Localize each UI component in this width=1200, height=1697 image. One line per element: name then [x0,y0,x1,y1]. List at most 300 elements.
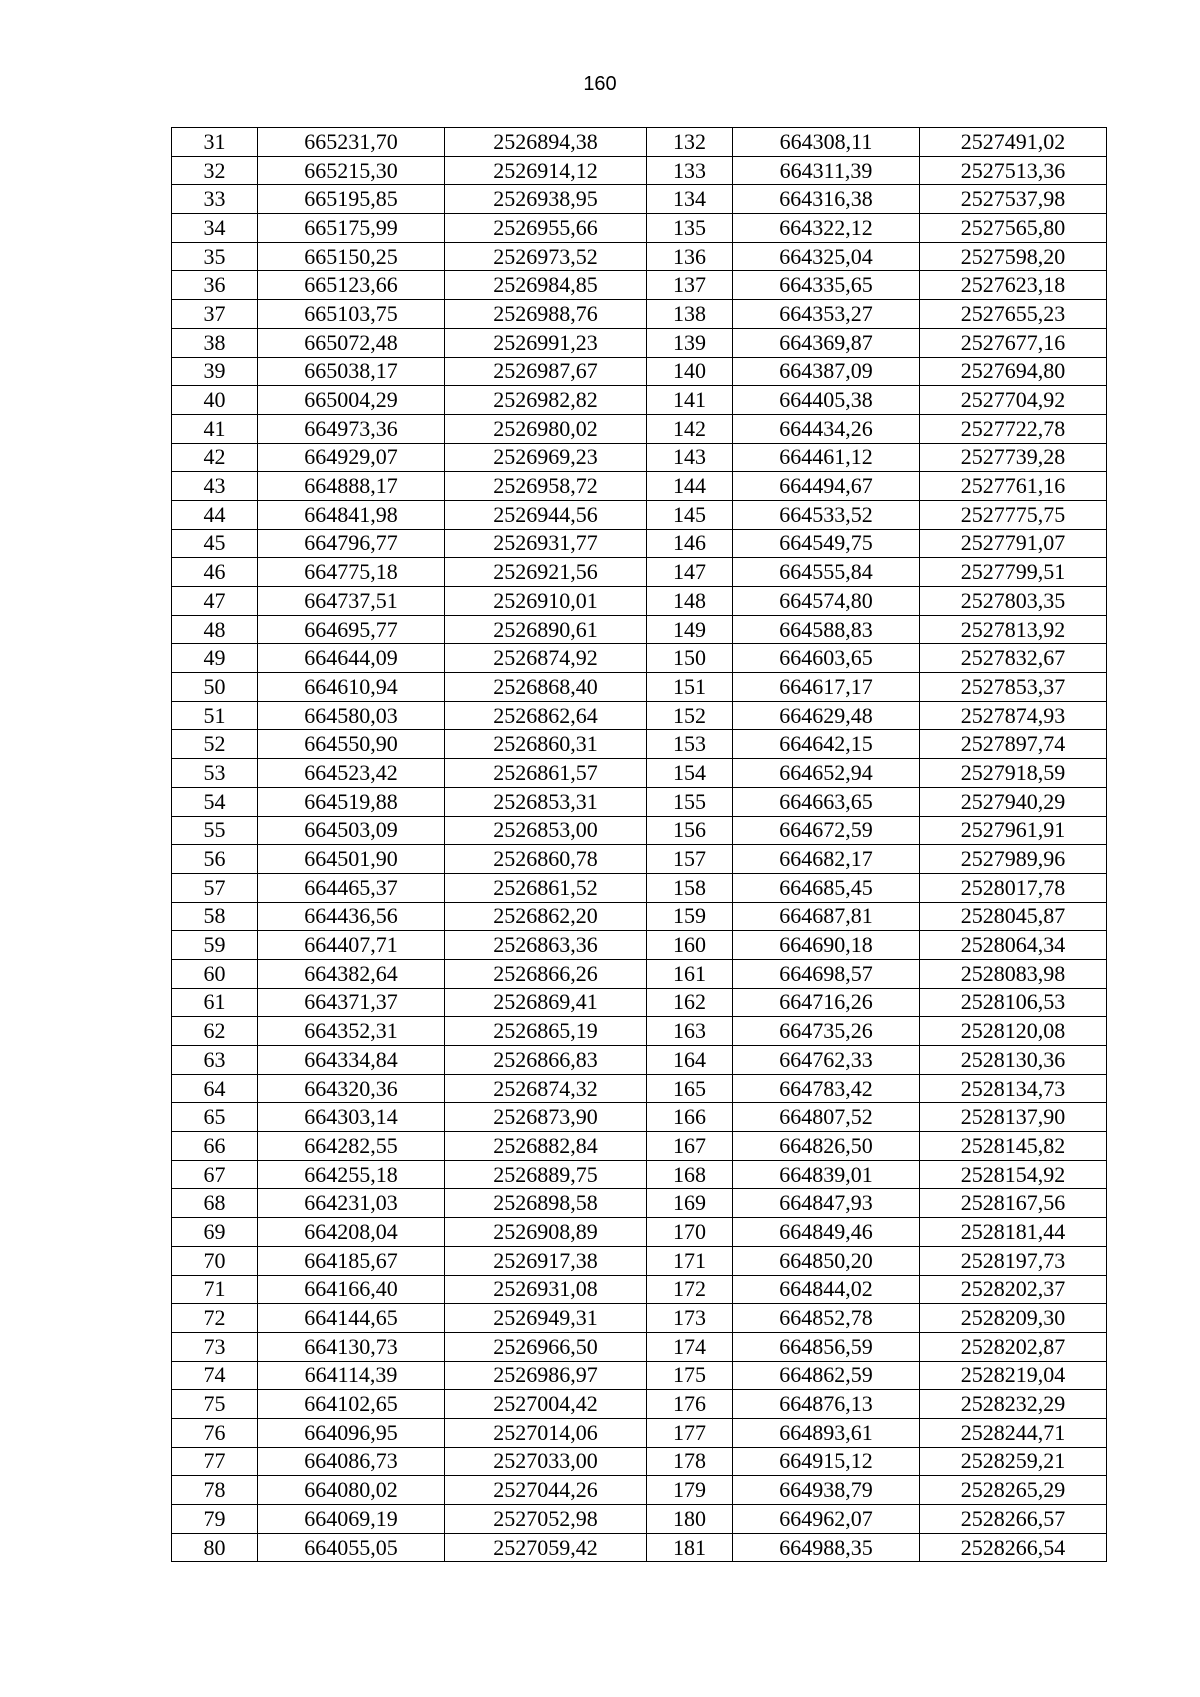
table-cell-y-coordinate: 2528202,87 [920,1332,1107,1361]
table-cell-y-coordinate: 2526944,56 [445,500,647,529]
table-cell-point-number: 152 [647,701,733,730]
table-cell-y-coordinate: 2528017,78 [920,873,1107,902]
table-cell-y-coordinate: 2526986,97 [445,1361,647,1390]
table-cell-y-coordinate: 2528137,90 [920,1103,1107,1132]
table-cell-point-number: 180 [647,1505,733,1534]
table-cell-x-coordinate: 664737,51 [258,587,445,616]
table-cell-point-number: 135 [647,214,733,243]
table-cell-y-coordinate: 2528197,73 [920,1246,1107,1275]
table-cell-y-coordinate: 2528064,34 [920,931,1107,960]
table-row [172,615,1107,644]
table-cell-y-coordinate: 2526984,85 [445,271,647,300]
table-cell-y-coordinate: 2528106,53 [920,988,1107,1017]
table-cell-y-coordinate: 2527874,93 [920,701,1107,730]
table-cell-x-coordinate: 664844,02 [733,1275,920,1304]
table-cell-point-number: 170 [647,1218,733,1247]
table-cell-x-coordinate: 664574,80 [733,587,920,616]
table-cell-point-number: 57 [172,873,258,902]
table-cell-y-coordinate: 2526853,31 [445,787,647,816]
table-cell-x-coordinate: 664550,90 [258,730,445,759]
table-cell-y-coordinate: 2527052,98 [445,1505,647,1534]
table-cell-y-coordinate: 2528266,54 [920,1533,1107,1562]
table-row [172,816,1107,845]
table-cell-point-number: 175 [647,1361,733,1390]
table-cell-y-coordinate: 2527513,36 [920,156,1107,185]
table-cell-point-number: 58 [172,902,258,931]
table-cell-point-number: 78 [172,1476,258,1505]
table-cell-x-coordinate: 664695,77 [258,615,445,644]
table-cell-x-coordinate: 664644,09 [258,644,445,673]
table-cell-point-number: 71 [172,1275,258,1304]
table-cell-y-coordinate: 2528167,56 [920,1189,1107,1218]
table-cell-point-number: 72 [172,1304,258,1333]
coordinates-table [171,127,1107,1562]
table-cell-x-coordinate: 664282,55 [258,1132,445,1161]
table-cell-y-coordinate: 2528181,44 [920,1218,1107,1247]
table-cell-y-coordinate: 2527623,18 [920,271,1107,300]
table-cell-x-coordinate: 664775,18 [258,558,445,587]
table-cell-point-number: 151 [647,673,733,702]
table-cell-x-coordinate: 664888,17 [258,472,445,501]
table-cell-x-coordinate: 664369,87 [733,328,920,357]
table-cell-x-coordinate: 664185,67 [258,1246,445,1275]
table-cell-x-coordinate: 664850,20 [733,1246,920,1275]
table-cell-point-number: 34 [172,214,258,243]
table-cell-point-number: 176 [647,1390,733,1419]
table-cell-point-number: 155 [647,787,733,816]
table-cell-point-number: 63 [172,1046,258,1075]
table-cell-x-coordinate: 664096,95 [258,1418,445,1447]
table-cell-x-coordinate: 664461,12 [733,443,920,472]
table-cell-point-number: 70 [172,1246,258,1275]
table-row [172,1505,1107,1534]
table-cell-x-coordinate: 664672,59 [733,816,920,845]
table-cell-y-coordinate: 2527761,16 [920,472,1107,501]
table-cell-point-number: 146 [647,529,733,558]
table-cell-y-coordinate: 2526988,76 [445,300,647,329]
table-cell-x-coordinate: 664436,56 [258,902,445,931]
table-cell-point-number: 159 [647,902,733,931]
table-cell-x-coordinate: 664166,40 [258,1275,445,1304]
table-cell-y-coordinate: 2526982,82 [445,386,647,415]
table-cell-point-number: 65 [172,1103,258,1132]
table-cell-y-coordinate: 2527491,02 [920,128,1107,157]
table-cell-point-number: 171 [647,1246,733,1275]
table-row [172,558,1107,587]
table-cell-x-coordinate: 664353,27 [733,300,920,329]
table-row [172,443,1107,472]
table-cell-point-number: 38 [172,328,258,357]
table-cell-y-coordinate: 2526866,26 [445,959,647,988]
table-cell-x-coordinate: 664080,02 [258,1476,445,1505]
table-cell-x-coordinate: 664588,83 [733,615,920,644]
table-cell-x-coordinate: 664716,26 [733,988,920,1017]
table-cell-x-coordinate: 664523,42 [258,759,445,788]
table-cell-point-number: 41 [172,414,258,443]
table-row [172,730,1107,759]
table-cell-x-coordinate: 664501,90 [258,845,445,874]
table-row [172,242,1107,271]
table-cell-y-coordinate: 2527940,29 [920,787,1107,816]
table-row [172,787,1107,816]
table-cell-x-coordinate: 664371,37 [258,988,445,1017]
table-cell-y-coordinate: 2526980,02 [445,414,647,443]
table-row [172,500,1107,529]
table-cell-point-number: 45 [172,529,258,558]
table-cell-x-coordinate: 664555,84 [733,558,920,587]
table-cell-x-coordinate: 664603,65 [733,644,920,673]
table-cell-y-coordinate: 2526914,12 [445,156,647,185]
table-cell-point-number: 178 [647,1447,733,1476]
table-cell-point-number: 62 [172,1017,258,1046]
table-cell-y-coordinate: 2526860,78 [445,845,647,874]
table-cell-x-coordinate: 664682,17 [733,845,920,874]
table-row [172,988,1107,1017]
table-cell-y-coordinate: 2528154,92 [920,1160,1107,1189]
page-number: 160 [583,73,617,95]
table-cell-point-number: 132 [647,128,733,157]
table-cell-x-coordinate: 664915,12 [733,1447,920,1476]
table-cell-y-coordinate: 2528266,57 [920,1505,1107,1534]
table-row [172,271,1107,300]
table-cell-y-coordinate: 2526868,40 [445,673,647,702]
table-cell-point-number: 133 [647,156,733,185]
table-cell-x-coordinate: 664783,42 [733,1074,920,1103]
table-cell-x-coordinate: 664303,14 [258,1103,445,1132]
table-cell-y-coordinate: 2528145,82 [920,1132,1107,1161]
table-cell-point-number: 79 [172,1505,258,1534]
table-row [172,1275,1107,1304]
table-cell-y-coordinate: 2528209,30 [920,1304,1107,1333]
table-row [172,1304,1107,1333]
table-row [172,1533,1107,1562]
table-cell-x-coordinate: 664610,94 [258,673,445,702]
table-cell-y-coordinate: 2526863,36 [445,931,647,960]
table-cell-y-coordinate: 2527537,98 [920,185,1107,214]
table-cell-x-coordinate: 664929,07 [258,443,445,472]
table-cell-y-coordinate: 2527897,74 [920,730,1107,759]
table-cell-x-coordinate: 664807,52 [733,1103,920,1132]
table-cell-point-number: 55 [172,816,258,845]
table-cell-point-number: 44 [172,500,258,529]
table-cell-x-coordinate: 664208,04 [258,1218,445,1247]
table-cell-x-coordinate: 664893,61 [733,1418,920,1447]
table-cell-y-coordinate: 2527044,26 [445,1476,647,1505]
table-cell-x-coordinate: 664663,65 [733,787,920,816]
table-cell-y-coordinate: 2528083,98 [920,959,1107,988]
table-cell-point-number: 144 [647,472,733,501]
table-cell-point-number: 56 [172,845,258,874]
table-cell-x-coordinate: 665150,25 [258,242,445,271]
table-cell-y-coordinate: 2528134,73 [920,1074,1107,1103]
table-cell-x-coordinate: 664519,88 [258,787,445,816]
table-cell-x-coordinate: 664503,09 [258,816,445,845]
table-cell-y-coordinate: 2526958,72 [445,472,647,501]
table-cell-point-number: 61 [172,988,258,1017]
table-cell-y-coordinate: 2527033,00 [445,1447,647,1476]
table-cell-y-coordinate: 2526938,95 [445,185,647,214]
table-cell-x-coordinate: 665215,30 [258,156,445,185]
table-cell-point-number: 59 [172,931,258,960]
table-cell-x-coordinate: 664316,38 [733,185,920,214]
table-cell-x-coordinate: 664876,13 [733,1390,920,1419]
table-cell-y-coordinate: 2527918,59 [920,759,1107,788]
table-cell-y-coordinate: 2528130,36 [920,1046,1107,1075]
table-row [172,1246,1107,1275]
table-row [172,931,1107,960]
table-cell-point-number: 50 [172,673,258,702]
table-cell-y-coordinate: 2527722,78 [920,414,1107,443]
table-row [172,185,1107,214]
table-cell-y-coordinate: 2526882,84 [445,1132,647,1161]
table-cell-point-number: 169 [647,1189,733,1218]
table-cell-y-coordinate: 2527655,23 [920,300,1107,329]
table-row [172,1447,1107,1476]
table-row [172,959,1107,988]
table-cell-point-number: 149 [647,615,733,644]
table-cell-point-number: 157 [647,845,733,874]
table-cell-point-number: 75 [172,1390,258,1419]
table-cell-y-coordinate: 2526908,89 [445,1218,647,1247]
table-cell-x-coordinate: 664847,93 [733,1189,920,1218]
table-cell-x-coordinate: 664826,50 [733,1132,920,1161]
table-cell-x-coordinate: 664231,03 [258,1189,445,1218]
table-cell-y-coordinate: 2526889,75 [445,1160,647,1189]
table-cell-x-coordinate: 664352,31 [258,1017,445,1046]
table-cell-point-number: 69 [172,1218,258,1247]
table-cell-x-coordinate: 664382,64 [258,959,445,988]
table-cell-point-number: 39 [172,357,258,386]
table-cell-point-number: 139 [647,328,733,357]
table-cell-y-coordinate: 2526991,23 [445,328,647,357]
table-cell-x-coordinate: 665072,48 [258,328,445,357]
table-row [172,300,1107,329]
table-cell-point-number: 60 [172,959,258,988]
table-cell-point-number: 76 [172,1418,258,1447]
table-cell-point-number: 33 [172,185,258,214]
table-row [172,1218,1107,1247]
table-cell-y-coordinate: 2526973,52 [445,242,647,271]
table-cell-x-coordinate: 664325,04 [733,242,920,271]
table-cell-point-number: 168 [647,1160,733,1189]
table-row [172,1132,1107,1161]
table-cell-point-number: 167 [647,1132,733,1161]
table-row [172,845,1107,874]
table-cell-x-coordinate: 664852,78 [733,1304,920,1333]
table-cell-x-coordinate: 664434,26 [733,414,920,443]
table-cell-point-number: 49 [172,644,258,673]
table-cell-point-number: 77 [172,1447,258,1476]
table-row [172,759,1107,788]
table-row [172,1160,1107,1189]
table-cell-x-coordinate: 664130,73 [258,1332,445,1361]
table-row [172,1418,1107,1447]
table-cell-y-coordinate: 2526860,31 [445,730,647,759]
table-cell-point-number: 40 [172,386,258,415]
table-cell-y-coordinate: 2527799,51 [920,558,1107,587]
table-cell-x-coordinate: 664862,59 [733,1361,920,1390]
table-cell-y-coordinate: 2526894,38 [445,128,647,157]
table-row [172,472,1107,501]
table-cell-x-coordinate: 664652,94 [733,759,920,788]
table-cell-y-coordinate: 2527832,67 [920,644,1107,673]
table-cell-x-coordinate: 664629,48 [733,701,920,730]
table-cell-x-coordinate: 664690,18 [733,931,920,960]
table-cell-point-number: 31 [172,128,258,157]
table-cell-y-coordinate: 2526898,58 [445,1189,647,1218]
table-cell-y-coordinate: 2527961,91 [920,816,1107,845]
table-cell-y-coordinate: 2527791,07 [920,529,1107,558]
table-cell-x-coordinate: 665123,66 [258,271,445,300]
table-cell-point-number: 145 [647,500,733,529]
table-row [172,328,1107,357]
table-cell-x-coordinate: 665038,17 [258,357,445,386]
table-cell-point-number: 166 [647,1103,733,1132]
table-row [172,1332,1107,1361]
table-cell-y-coordinate: 2526862,64 [445,701,647,730]
table-cell-point-number: 47 [172,587,258,616]
table-cell-y-coordinate: 2526987,67 [445,357,647,386]
table-cell-y-coordinate: 2526966,50 [445,1332,647,1361]
table-cell-x-coordinate: 664938,79 [733,1476,920,1505]
table-cell-x-coordinate: 665231,70 [258,128,445,157]
table-cell-x-coordinate: 664962,07 [733,1505,920,1534]
table-cell-y-coordinate: 2528202,37 [920,1275,1107,1304]
table-row [172,1476,1107,1505]
table-cell-y-coordinate: 2527803,35 [920,587,1107,616]
table-row [172,414,1107,443]
table-cell-x-coordinate: 665175,99 [258,214,445,243]
table-row [172,673,1107,702]
table-cell-point-number: 48 [172,615,258,644]
table-cell-y-coordinate: 2527704,92 [920,386,1107,415]
table-cell-point-number: 153 [647,730,733,759]
table-cell-point-number: 37 [172,300,258,329]
table-cell-x-coordinate: 664335,65 [733,271,920,300]
table-row [172,529,1107,558]
table-cell-y-coordinate: 2527775,75 [920,500,1107,529]
table-cell-point-number: 140 [647,357,733,386]
table-cell-point-number: 80 [172,1533,258,1562]
table-cell-point-number: 74 [172,1361,258,1390]
table-row [172,128,1107,157]
table-cell-x-coordinate: 664308,11 [733,128,920,157]
table-cell-point-number: 147 [647,558,733,587]
table-cell-point-number: 154 [647,759,733,788]
table-cell-point-number: 52 [172,730,258,759]
table-cell-y-coordinate: 2527989,96 [920,845,1107,874]
table-cell-y-coordinate: 2526931,77 [445,529,647,558]
table-cell-x-coordinate: 664334,84 [258,1046,445,1075]
table-cell-y-coordinate: 2526866,83 [445,1046,647,1075]
table-cell-point-number: 173 [647,1304,733,1333]
table-cell-x-coordinate: 664849,46 [733,1218,920,1247]
table-cell-x-coordinate: 664465,37 [258,873,445,902]
table-row [172,156,1107,185]
table-cell-x-coordinate: 665004,29 [258,386,445,415]
table-cell-point-number: 150 [647,644,733,673]
table-cell-point-number: 35 [172,242,258,271]
table-cell-point-number: 36 [172,271,258,300]
table-cell-x-coordinate: 664086,73 [258,1447,445,1476]
table-cell-y-coordinate: 2527813,92 [920,615,1107,644]
table-cell-y-coordinate: 2526853,00 [445,816,647,845]
table-cell-point-number: 143 [647,443,733,472]
table-cell-y-coordinate: 2528045,87 [920,902,1107,931]
table-cell-y-coordinate: 2528259,21 [920,1447,1107,1476]
table-cell-point-number: 177 [647,1418,733,1447]
table-cell-point-number: 53 [172,759,258,788]
table-cell-x-coordinate: 664762,33 [733,1046,920,1075]
table-cell-point-number: 42 [172,443,258,472]
table-row [172,1017,1107,1046]
table-cell-x-coordinate: 664735,26 [733,1017,920,1046]
table-cell-x-coordinate: 664698,57 [733,959,920,988]
table-row [172,1361,1107,1390]
table-cell-y-coordinate: 2527853,37 [920,673,1107,702]
table-cell-point-number: 181 [647,1533,733,1562]
table-row [172,701,1107,730]
table-cell-point-number: 141 [647,386,733,415]
table-row [172,873,1107,902]
table-cell-point-number: 162 [647,988,733,1017]
table-row [172,1046,1107,1075]
table-row [172,357,1107,386]
table-cell-x-coordinate: 664387,09 [733,357,920,386]
table-cell-point-number: 138 [647,300,733,329]
table-cell-y-coordinate: 2526873,90 [445,1103,647,1132]
table-cell-x-coordinate: 664988,35 [733,1533,920,1562]
table-cell-y-coordinate: 2528120,08 [920,1017,1107,1046]
table-cell-point-number: 134 [647,185,733,214]
coordinates-table-body [172,128,1107,1562]
table-cell-point-number: 137 [647,271,733,300]
table-cell-point-number: 73 [172,1332,258,1361]
table-row [172,644,1107,673]
table-cell-point-number: 163 [647,1017,733,1046]
table-cell-point-number: 165 [647,1074,733,1103]
table-cell-x-coordinate: 664549,75 [733,529,920,558]
table-cell-y-coordinate: 2526874,32 [445,1074,647,1103]
table-cell-y-coordinate: 2528232,29 [920,1390,1107,1419]
table-row [172,587,1107,616]
table-cell-point-number: 54 [172,787,258,816]
table-cell-x-coordinate: 664102,65 [258,1390,445,1419]
table-cell-x-coordinate: 664322,12 [733,214,920,243]
table-cell-x-coordinate: 664405,38 [733,386,920,415]
table-cell-x-coordinate: 664796,77 [258,529,445,558]
table-cell-y-coordinate: 2526861,52 [445,873,647,902]
table-cell-point-number: 158 [647,873,733,902]
table-cell-point-number: 43 [172,472,258,501]
table-cell-x-coordinate: 664533,52 [733,500,920,529]
table-cell-x-coordinate: 664685,45 [733,873,920,902]
table-cell-point-number: 164 [647,1046,733,1075]
table-cell-y-coordinate: 2527598,20 [920,242,1107,271]
table-cell-point-number: 51 [172,701,258,730]
table-cell-point-number: 64 [172,1074,258,1103]
table-cell-x-coordinate: 664320,36 [258,1074,445,1103]
table-cell-point-number: 156 [647,816,733,845]
table-cell-point-number: 66 [172,1132,258,1161]
table-cell-x-coordinate: 664055,05 [258,1533,445,1562]
table-cell-y-coordinate: 2526869,41 [445,988,647,1017]
table-row [172,1390,1107,1419]
table-cell-y-coordinate: 2526949,31 [445,1304,647,1333]
table-row [172,386,1107,415]
table-cell-y-coordinate: 2527694,80 [920,357,1107,386]
table-cell-point-number: 32 [172,156,258,185]
